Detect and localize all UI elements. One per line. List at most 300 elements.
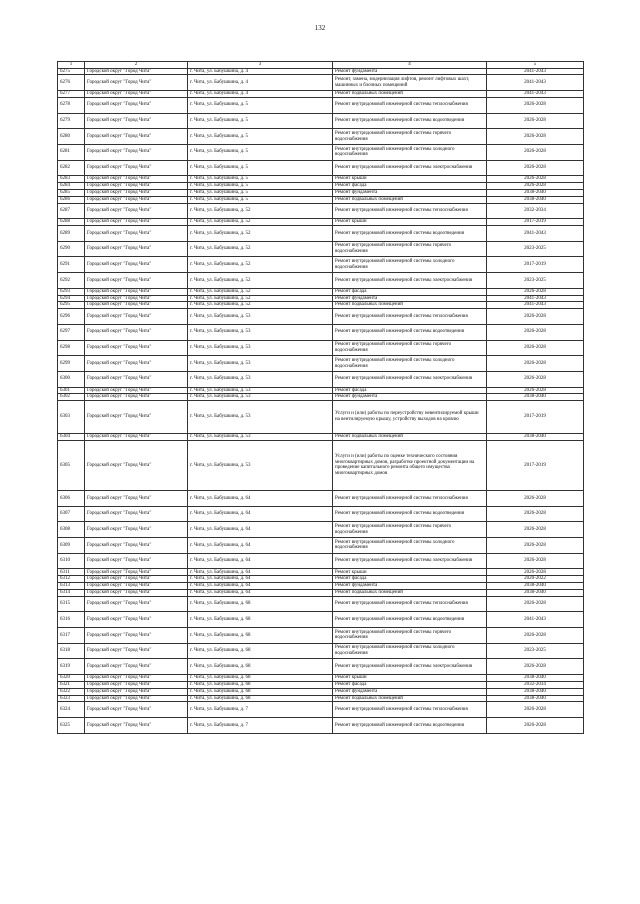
- municipality-cell: Городской округ "Город Чита": [85, 688, 188, 695]
- table-row: [58, 219, 584, 226]
- address-cell: г. Чита, ул. Бабушкина, д. 53: [188, 324, 333, 340]
- period-cell: 2032-2034: [487, 203, 584, 219]
- municipality-cell: Городской округ "Город Чита": [85, 340, 188, 356]
- address-cell: г. Чита, ул. Бабушкина, д. 4: [188, 91, 333, 98]
- address-cell: г. Чита, ул. Бабушкина, д. 53: [188, 394, 333, 401]
- municipality-cell: Городской округ "Город Чита": [85, 176, 188, 183]
- period-cell: 2017-2019: [487, 401, 584, 434]
- table-row: [58, 225, 584, 241]
- address-cell: г. Чита, ул. Бабушкина, д. 64: [188, 506, 333, 522]
- work-type-cell: Ремонт внутридомовой инженерной системы холодного водоснабжения: [333, 257, 487, 273]
- municipality-cell: Городской округ "Город Чита": [85, 583, 188, 590]
- municipality-cell: Городской округ "Город Чита": [85, 576, 188, 583]
- period-cell: 2026-2028: [487, 387, 584, 394]
- period-cell: 2026-2028: [487, 522, 584, 538]
- work-type-cell: Ремонт внутридомовой инженерной системы теплоснабжения: [333, 309, 487, 325]
- work-type-cell: Ремонт внутридомовой инженерной системы электроснабжения: [333, 273, 487, 289]
- page-number: 132: [314, 24, 326, 32]
- work-type-cell: Ремонт подвальных помещений: [333, 433, 487, 440]
- municipality-cell: Городской округ "Город Чита": [85, 295, 188, 302]
- address-cell: г. Чита, ул. Бабушкина, д. 64: [188, 589, 333, 596]
- table-row: [58, 695, 584, 702]
- municipality-cell: Городской округ "Город Чита": [85, 675, 188, 682]
- municipality-cell: Городской округ "Город Чита": [85, 196, 188, 203]
- work-type-cell: Ремонт подвальных помещений: [333, 302, 487, 309]
- row-number-cell: 6311: [58, 569, 85, 576]
- row-number-cell: 6308: [58, 522, 85, 538]
- period-cell: 2038-2040: [487, 688, 584, 695]
- row-number-cell: 6315: [58, 596, 85, 612]
- row-number-cell: 6310: [58, 553, 85, 569]
- work-type-cell: Ремонт внутридомовой инженерной системы электроснабжения: [333, 371, 487, 387]
- row-number-cell: 6323: [58, 695, 85, 702]
- table-row: [58, 68, 584, 75]
- row-number-cell: 6306: [58, 491, 85, 507]
- period-cell: 2026-2028: [487, 553, 584, 569]
- row-number-cell: 6276: [58, 75, 85, 91]
- table-row: [58, 189, 584, 196]
- row-number-cell: 6287: [58, 203, 85, 219]
- header-cell: 1: [58, 62, 85, 69]
- table-row: [58, 440, 584, 491]
- row-number-cell: 6296: [58, 309, 85, 325]
- work-type-cell: Ремонт внутридомовой инженерной системы водоотведения: [333, 225, 487, 241]
- municipality-cell: Городской округ "Город Чита": [85, 440, 188, 491]
- row-number-cell: 6278: [58, 97, 85, 113]
- municipality-cell: Городской округ "Город Чита": [85, 257, 188, 273]
- period-cell: 2026-2028: [487, 491, 584, 507]
- row-number-cell: 6285: [58, 189, 85, 196]
- row-number-cell: 6305: [58, 440, 85, 491]
- period-cell: 2026-2028: [487, 596, 584, 612]
- row-number-cell: 6325: [58, 717, 85, 733]
- work-type-cell: Ремонт внутридомовой инженерной системы электроснабжения: [333, 160, 487, 176]
- period-cell: 2038-2040: [487, 583, 584, 590]
- address-cell: г. Чита, ул. Бабушкина, д. 68: [188, 675, 333, 682]
- period-cell: 2026-2028: [487, 506, 584, 522]
- address-cell: г. Чита, ул. Бабушкина, д. 64: [188, 538, 333, 554]
- table-row: [58, 596, 584, 612]
- address-cell: г. Чита, ул. Бабушкина, д. 64: [188, 569, 333, 576]
- table-row: [58, 433, 584, 440]
- period-cell: 2017-2019: [487, 257, 584, 273]
- address-cell: г. Чита, ул. Бабушкина, д. 53: [188, 433, 333, 440]
- table-row: [58, 356, 584, 372]
- table-row: [58, 681, 584, 688]
- period-cell: 2026-2028: [487, 309, 584, 325]
- work-type-cell: Ремонт крыши: [333, 675, 487, 682]
- row-number-cell: 6301: [58, 387, 85, 394]
- header-cell: 3: [188, 62, 333, 69]
- row-number-cell: 6307: [58, 506, 85, 522]
- work-type-cell: Ремонт внутридомовой инженерной системы теплоснабжения: [333, 702, 487, 718]
- period-cell: 2038-2040: [487, 189, 584, 196]
- work-type-cell: Ремонт внутридомовой инженерной системы холодного водоснабжения: [333, 643, 487, 659]
- row-number-cell: 6283: [58, 176, 85, 183]
- row-number-cell: 6314: [58, 589, 85, 596]
- row-number-cell: 6300: [58, 371, 85, 387]
- period-cell: 2026-2028: [487, 356, 584, 372]
- table-row: [58, 717, 584, 733]
- address-cell: г. Чита, ул. Бабушкина, д. 68: [188, 643, 333, 659]
- work-type-cell: Ремонт крыши: [333, 219, 487, 226]
- municipality-cell: Городской округ "Город Чита": [85, 589, 188, 596]
- municipality-cell: Городской округ "Город Чита": [85, 695, 188, 702]
- row-number-cell: 6316: [58, 612, 85, 628]
- row-number-cell: 6286: [58, 196, 85, 203]
- period-cell: 2041-2043: [487, 75, 584, 91]
- row-number-cell: 6317: [58, 628, 85, 644]
- row-number-cell: 6313: [58, 583, 85, 590]
- table-row: [58, 295, 584, 302]
- work-type-cell: Ремонт подвальных помещений: [333, 91, 487, 98]
- work-type-cell: Ремонт фундамента: [333, 189, 487, 196]
- address-cell: г. Чита, ул. Бабушкина, д. 53: [188, 401, 333, 434]
- table-row: [58, 643, 584, 659]
- work-type-cell: Ремонт фасада: [333, 387, 487, 394]
- work-type-cell: Ремонт фундамента: [333, 68, 487, 75]
- table-row: [58, 309, 584, 325]
- address-cell: г. Чита, ул. Бабушкина, д. 68: [188, 628, 333, 644]
- table-row: [58, 491, 584, 507]
- period-cell: 2038-2040: [487, 589, 584, 596]
- work-type-cell: Ремонт внутридомовой инженерной системы водоотведения: [333, 324, 487, 340]
- period-cell: 2032-2034: [487, 681, 584, 688]
- period-cell: 2017-2019: [487, 219, 584, 226]
- row-number-cell: 6290: [58, 241, 85, 257]
- table-row: [58, 302, 584, 309]
- work-type-cell: Ремонт фундамента: [333, 394, 487, 401]
- table-row: [58, 522, 584, 538]
- municipality-cell: Городской округ "Город Чита": [85, 309, 188, 325]
- municipality-cell: Городской округ "Город Чита": [85, 553, 188, 569]
- period-cell: 2026-2028: [487, 144, 584, 160]
- work-type-cell: Ремонт подвальных помещений: [333, 695, 487, 702]
- row-number-cell: 6279: [58, 113, 85, 129]
- work-type-cell: Ремонт внутридомовой инженерной системы холодного водоснабжения: [333, 356, 487, 372]
- period-cell: 2026-2028: [487, 628, 584, 644]
- table-row: [58, 401, 584, 434]
- work-type-cell: Ремонт фундамента: [333, 583, 487, 590]
- table-row: [58, 273, 584, 289]
- work-type-cell: Ремонт крыши: [333, 176, 487, 183]
- header-cell: 5: [487, 62, 584, 69]
- municipality-cell: Городской округ "Город Чита": [85, 113, 188, 129]
- municipality-cell: Городской округ "Город Чита": [85, 596, 188, 612]
- address-cell: г. Чита, ул. Бабушкина, д. 52: [188, 241, 333, 257]
- work-type-cell: Ремонт внутридомовой инженерной системы горячего водоснабжения: [333, 129, 487, 145]
- work-type-cell: Ремонт фундамента: [333, 688, 487, 695]
- period-cell: 2041-2043: [487, 225, 584, 241]
- address-cell: г. Чита, ул. Бабушкина, д. 5: [188, 176, 333, 183]
- municipality-cell: Городской округ "Город Чита": [85, 189, 188, 196]
- work-type-cell: Ремонт внутридомовой инженерной системы теплоснабжения: [333, 203, 487, 219]
- period-cell: 2023-2025: [487, 643, 584, 659]
- table-row: [58, 576, 584, 583]
- period-cell: 2023-2025: [487, 273, 584, 289]
- address-cell: г. Чита, ул. Бабушкина, д. 7: [188, 702, 333, 718]
- address-cell: г. Чита, ул. Бабушкина, д. 64: [188, 522, 333, 538]
- period-cell: 2020-2022: [487, 576, 584, 583]
- table-row: [58, 628, 584, 644]
- row-number-cell: 6275: [58, 68, 85, 75]
- municipality-cell: Городской округ "Город Чита": [85, 387, 188, 394]
- row-number-cell: 6304: [58, 433, 85, 440]
- table-row: [58, 160, 584, 176]
- work-type-cell: Ремонт внутридомовой инженерной системы электроснабжения: [333, 659, 487, 675]
- address-cell: г. Чита, ул. Бабушкина, д. 53: [188, 309, 333, 325]
- row-number-cell: 6309: [58, 538, 85, 554]
- work-type-cell: Ремонт крыши: [333, 569, 487, 576]
- table-row: [58, 183, 584, 190]
- table-row: [58, 241, 584, 257]
- period-cell: 2026-2028: [487, 288, 584, 295]
- address-cell: г. Чита, ул. Бабушкина, д. 68: [188, 659, 333, 675]
- period-cell: 2038-2040: [487, 695, 584, 702]
- row-number-cell: 6318: [58, 643, 85, 659]
- work-type-cell: Ремонт внутридомовой инженерной системы электроснабжения: [333, 553, 487, 569]
- work-type-cell: Ремонт фасада: [333, 183, 487, 190]
- work-type-cell: Ремонт внутридомовой инженерной системы водоотведения: [333, 113, 487, 129]
- period-cell: 2017-2019: [487, 440, 584, 491]
- period-cell: 2038-2040: [487, 196, 584, 203]
- period-cell: 2026-2028: [487, 371, 584, 387]
- table-row: [58, 589, 584, 596]
- table-row: [58, 196, 584, 203]
- table-row: [58, 702, 584, 718]
- table-row: [58, 324, 584, 340]
- table-row: [58, 203, 584, 219]
- period-cell: 2023-2025: [487, 241, 584, 257]
- period-cell: 2026-2028: [487, 702, 584, 718]
- table-row: [58, 506, 584, 522]
- municipality-cell: Городской округ "Город Чита": [85, 394, 188, 401]
- work-type-cell: Ремонт подвальных помещений: [333, 196, 487, 203]
- row-number-cell: 6295: [58, 302, 85, 309]
- address-cell: г. Чита, ул. Бабушкина, д. 52: [188, 225, 333, 241]
- period-cell: 2026-2028: [487, 113, 584, 129]
- period-cell: 2026-2028: [487, 160, 584, 176]
- row-number-cell: 6297: [58, 324, 85, 340]
- address-cell: г. Чита, ул. Бабушкина, д. 68: [188, 596, 333, 612]
- work-type-cell: Ремонт внутридомовой инженерной системы горячего водоснабжения: [333, 340, 487, 356]
- header-cell: 2: [85, 62, 188, 69]
- address-cell: г. Чита, ул. Бабушкина, д. 5: [188, 196, 333, 203]
- address-cell: г. Чита, ул. Бабушкина, д. 68: [188, 688, 333, 695]
- table-row: [58, 675, 584, 682]
- row-number-cell: 6312: [58, 576, 85, 583]
- period-cell: 2026-2028: [487, 183, 584, 190]
- address-cell: г. Чита, ул. Бабушкина, д. 4: [188, 68, 333, 75]
- address-cell: г. Чита, ул. Бабушкина, д. 5: [188, 144, 333, 160]
- address-cell: г. Чита, ул. Бабушкина, д. 68: [188, 612, 333, 628]
- work-type-cell: Ремонт внутридомовой инженерной системы горячего водоснабжения: [333, 628, 487, 644]
- work-type-cell: Ремонт внутридомовой инженерной системы водоотведения: [333, 717, 487, 733]
- table-row: [58, 75, 584, 91]
- row-number-cell: 6293: [58, 288, 85, 295]
- table-row: [58, 387, 584, 394]
- table-row: [58, 144, 584, 160]
- table-row: [58, 340, 584, 356]
- period-cell: 2026-2028: [487, 324, 584, 340]
- work-type-cell: Ремонт внутридомовой инженерной системы водоотведения: [333, 612, 487, 628]
- work-type-cell: Услуги и (или) работы по оценке технического состояния многоквартирных домов, разработке проектной документации на проведение капитального ремонта общего имущества многоквартирных домов: [333, 440, 487, 491]
- row-number-cell: 6291: [58, 257, 85, 273]
- municipality-cell: Городской округ "Город Чита": [85, 506, 188, 522]
- table-row: [58, 553, 584, 569]
- address-cell: г. Чита, ул. Бабушкина, д. 4: [188, 75, 333, 91]
- period-cell: 2026-2028: [487, 340, 584, 356]
- municipality-cell: Городской округ "Город Чита": [85, 183, 188, 190]
- period-cell: 2026-2028: [487, 717, 584, 733]
- address-cell: г. Чита, ул. Бабушкина, д. 5: [188, 113, 333, 129]
- address-cell: г. Чита, ул. Бабушкина, д. 52: [188, 295, 333, 302]
- row-number-cell: 6319: [58, 659, 85, 675]
- municipality-cell: Городской округ "Город Чита": [85, 702, 188, 718]
- work-type-cell: Ремонт внутридомовой инженерной системы горячего водоснабжения: [333, 522, 487, 538]
- table-row: [58, 257, 584, 273]
- municipality-cell: Городской округ "Город Чита": [85, 91, 188, 98]
- table-row: [58, 113, 584, 129]
- period-cell: 2026-2028: [487, 129, 584, 145]
- address-cell: г. Чита, ул. Бабушкина, д. 7: [188, 717, 333, 733]
- municipality-cell: Городской округ "Город Чита": [85, 68, 188, 75]
- municipality-cell: Городской округ "Город Чита": [85, 160, 188, 176]
- municipality-cell: Городской округ "Город Чита": [85, 628, 188, 644]
- municipality-cell: Городской округ "Город Чита": [85, 97, 188, 113]
- table-row: [58, 97, 584, 113]
- work-type-cell: Ремонт фасада: [333, 288, 487, 295]
- register-table: [57, 61, 584, 734]
- address-cell: г. Чита, ул. Бабушкина, д. 64: [188, 576, 333, 583]
- row-number-cell: 6280: [58, 129, 85, 145]
- row-number-cell: 6299: [58, 356, 85, 372]
- work-type-cell: Ремонт фасада: [333, 681, 487, 688]
- row-number-cell: 6294: [58, 295, 85, 302]
- address-cell: г. Чита, ул. Бабушкина, д. 5: [188, 97, 333, 113]
- address-cell: г. Чита, ул. Бабушкина, д. 53: [188, 440, 333, 491]
- address-cell: г. Чита, ул. Бабушкина, д. 52: [188, 302, 333, 309]
- work-type-cell: Ремонт внутридомовой инженерной системы горячего водоснабжения: [333, 241, 487, 257]
- municipality-cell: Городской округ "Город Чита": [85, 371, 188, 387]
- work-type-cell: Ремонт фундамента: [333, 295, 487, 302]
- municipality-cell: Городской округ "Город Чита": [85, 491, 188, 507]
- address-cell: г. Чита, ул. Бабушкина, д. 64: [188, 583, 333, 590]
- work-type-cell: Ремонт внутридомовой инженерной системы холодного водоснабжения: [333, 538, 487, 554]
- row-number-cell: 6292: [58, 273, 85, 289]
- municipality-cell: Городской округ "Город Чита": [85, 324, 188, 340]
- table-row: [58, 659, 584, 675]
- table-row: [58, 176, 584, 183]
- period-cell: 2038-2040: [487, 675, 584, 682]
- row-number-cell: 6322: [58, 688, 85, 695]
- address-cell: г. Чита, ул. Бабушкина, д. 53: [188, 340, 333, 356]
- municipality-cell: Городской округ "Город Чита": [85, 612, 188, 628]
- address-cell: г. Чита, ул. Бабушкина, д. 64: [188, 553, 333, 569]
- municipality-cell: Городской округ "Город Чита": [85, 569, 188, 576]
- address-cell: г. Чита, ул. Бабушкина, д. 64: [188, 491, 333, 507]
- row-number-cell: 6303: [58, 401, 85, 434]
- work-type-cell: Ремонт внутридомовой инженерной системы теплоснабжения: [333, 596, 487, 612]
- table-row: [58, 91, 584, 98]
- work-type-cell: Ремонт внутридомовой инженерной системы холодного водоснабжения: [333, 144, 487, 160]
- period-cell: 2038-2040: [487, 433, 584, 440]
- period-cell: 2041-2043: [487, 68, 584, 75]
- row-number-cell: 6284: [58, 183, 85, 190]
- address-cell: г. Чита, ул. Бабушкина, д. 68: [188, 695, 333, 702]
- work-type-cell: Ремонт внутридомовой инженерной системы теплоснабжения: [333, 97, 487, 113]
- municipality-cell: Городской округ "Город Чита": [85, 144, 188, 160]
- table-row: [58, 583, 584, 590]
- address-cell: г. Чита, ул. Бабушкина, д. 5: [188, 160, 333, 176]
- table-row: [58, 688, 584, 695]
- work-type-cell: Ремонт фасада: [333, 576, 487, 583]
- address-cell: г. Чита, ул. Бабушкина, д. 68: [188, 681, 333, 688]
- municipality-cell: Городской округ "Город Чита": [85, 273, 188, 289]
- table-row: [58, 569, 584, 576]
- municipality-cell: Городской округ "Город Чита": [85, 433, 188, 440]
- row-number-cell: 6298: [58, 340, 85, 356]
- address-cell: г. Чита, ул. Бабушкина, д. 52: [188, 273, 333, 289]
- municipality-cell: Городской округ "Город Чита": [85, 288, 188, 295]
- address-cell: г. Чита, ул. Бабушкина, д. 52: [188, 288, 333, 295]
- address-cell: г. Чита, ул. Бабушкина, д. 53: [188, 371, 333, 387]
- period-cell: 2041-2043: [487, 295, 584, 302]
- row-number-cell: 6289: [58, 225, 85, 241]
- table-row: [58, 129, 584, 145]
- row-number-cell: 6281: [58, 144, 85, 160]
- row-number-cell: 6277: [58, 91, 85, 98]
- period-cell: 2026-2028: [487, 569, 584, 576]
- municipality-cell: Городской округ "Город Чита": [85, 643, 188, 659]
- table-row: [58, 612, 584, 628]
- period-cell: 2026-2028: [487, 538, 584, 554]
- row-number-cell: 6302: [58, 394, 85, 401]
- work-type-cell: Ремонт внутридомовой инженерной системы водоотведения: [333, 506, 487, 522]
- address-cell: г. Чита, ул. Бабушкина, д. 52: [188, 257, 333, 273]
- address-cell: г. Чита, ул. Бабушкина, д. 53: [188, 387, 333, 394]
- period-cell: 2041-2043: [487, 302, 584, 309]
- work-type-cell: Ремонт, замена, модернизация лифтов, ремонт лифтовых шахт, машинных и блочных помещений: [333, 75, 487, 91]
- municipality-cell: Городской округ "Город Чита": [85, 538, 188, 554]
- municipality-cell: Городской округ "Город Чита": [85, 302, 188, 309]
- period-cell: 2026-2028: [487, 659, 584, 675]
- table-header-row: [58, 62, 584, 69]
- municipality-cell: Городской округ "Город Чита": [85, 75, 188, 91]
- row-number-cell: 6282: [58, 160, 85, 176]
- period-cell: 2026-2028: [487, 97, 584, 113]
- table-row: [58, 394, 584, 401]
- row-number-cell: 6320: [58, 675, 85, 682]
- municipality-cell: Городской округ "Город Чита": [85, 681, 188, 688]
- municipality-cell: Городской округ "Город Чита": [85, 356, 188, 372]
- row-number-cell: 6324: [58, 702, 85, 718]
- period-cell: 2041-2043: [487, 612, 584, 628]
- table-row: [58, 371, 584, 387]
- row-number-cell: 6288: [58, 219, 85, 226]
- address-cell: г. Чита, ул. Бабушкина, д. 5: [188, 189, 333, 196]
- municipality-cell: Городской округ "Город Чита": [85, 522, 188, 538]
- municipality-cell: Городской округ "Город Чита": [85, 203, 188, 219]
- period-cell: 2041-2043: [487, 91, 584, 98]
- work-type-cell: Ремонт подвальных помещений: [333, 589, 487, 596]
- address-cell: г. Чита, ул. Бабушкина, д. 52: [188, 219, 333, 226]
- address-cell: г. Чита, ул. Бабушкина, д. 5: [188, 129, 333, 145]
- work-type-cell: Ремонт внутридомовой инженерной системы теплоснабжения: [333, 491, 487, 507]
- municipality-cell: Городской округ "Город Чита": [85, 717, 188, 733]
- table-row: [58, 538, 584, 554]
- municipality-cell: Городской округ "Город Чита": [85, 219, 188, 226]
